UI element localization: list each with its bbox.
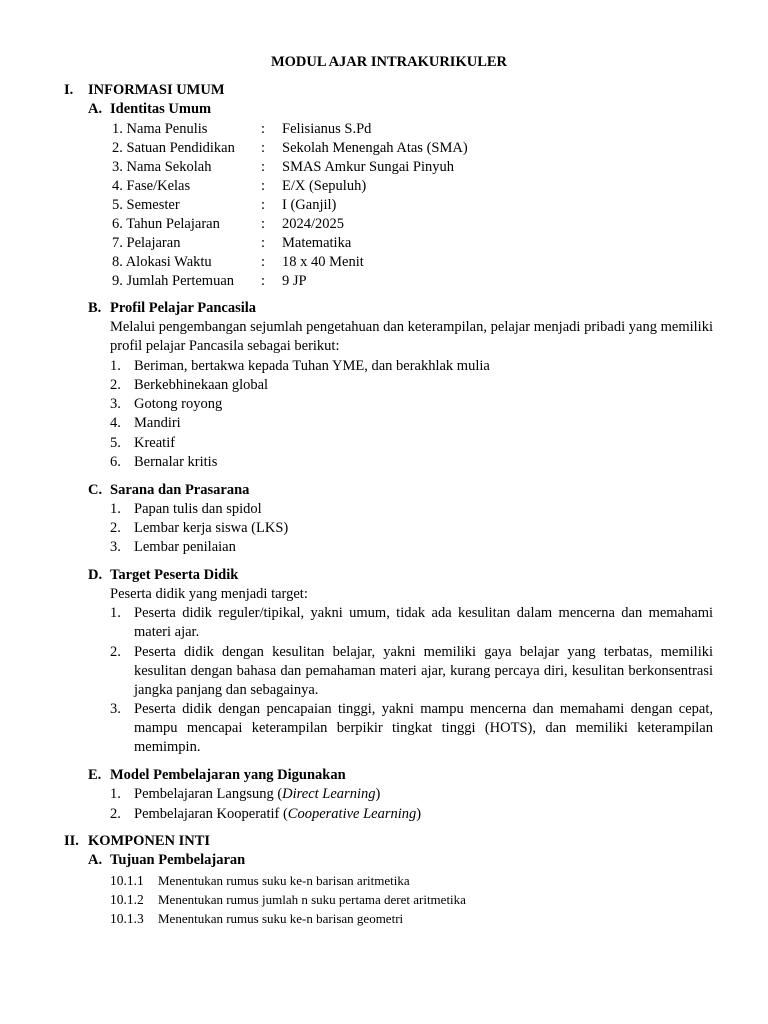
identity-label: 8. Alokasi Waktu bbox=[112, 254, 212, 270]
identity-value: 2024/2025 bbox=[282, 216, 345, 232]
target-intro: Peserta didik yang menjadi target: bbox=[110, 586, 308, 602]
list-number: 2. bbox=[110, 806, 121, 822]
list-number: 6. bbox=[110, 454, 121, 470]
list-number: 3. bbox=[110, 396, 121, 412]
list-item: Lembar penilaian bbox=[134, 539, 236, 555]
subsection-d-letter: D. bbox=[88, 567, 103, 583]
objective-text: Menentukan rumus suku ke-n barisan geometri bbox=[158, 911, 404, 926]
identity-value: 9 JP bbox=[282, 273, 307, 289]
list-number: 2. bbox=[110, 377, 121, 393]
subsection-2a-heading: Tujuan Pembelajaran bbox=[110, 852, 246, 868]
list-number: 1. bbox=[110, 358, 121, 374]
identity-value: Sekolah Menengah Atas (SMA) bbox=[282, 140, 468, 156]
list-number: 3. bbox=[110, 701, 121, 717]
subsection-a-letter: A. bbox=[88, 101, 103, 117]
identity-label: 7. Pelajaran bbox=[112, 235, 181, 251]
identity-value: I (Ganjil) bbox=[282, 197, 337, 213]
identity-label: 3. Nama Sekolah bbox=[112, 159, 212, 175]
list-item: Peserta didik dengan kesulitan belajar, yakni memiliki gaya belajar yang terbatas, memiliki kesulitan dengan bahasa dan pemahaman materi ajar, kurang percaya diri, kesulitan berkonsentrasi jangka panjang dan sebagainya. bbox=[134, 644, 713, 699]
identity-label: 6. Tahun Pelajaran bbox=[112, 216, 220, 232]
subsection-b-letter: B. bbox=[88, 300, 102, 316]
list-item: Bernalar kritis bbox=[134, 454, 218, 470]
identity-value: 18 x 40 Menit bbox=[282, 254, 364, 270]
list-number: 1. bbox=[110, 786, 121, 802]
list-number: 1. bbox=[110, 605, 121, 621]
item-text: ) bbox=[416, 806, 422, 822]
identity-colon: : bbox=[261, 235, 266, 251]
list-item: Papan tulis dan spidol bbox=[134, 501, 262, 517]
identity-value: Felisianus S.Pd bbox=[282, 121, 372, 137]
section-2-number: II. bbox=[64, 833, 79, 849]
subsection-e-letter: E. bbox=[88, 767, 102, 783]
section-2-heading: KOMPONEN INTI bbox=[88, 833, 211, 849]
identity-value: SMAS Amkur Sungai Pinyuh bbox=[282, 159, 455, 175]
list-item: Beriman, bertakwa kepada Tuhan YME, dan berakhlak mulia bbox=[134, 358, 490, 374]
subsection-d-heading: Target Peserta Didik bbox=[110, 567, 239, 583]
identity-colon: : bbox=[261, 159, 266, 175]
item-italic: Cooperative Learning bbox=[287, 806, 417, 822]
profile-intro: Melalui pengembangan sejumlah pengetahuan dan keterampilan, pelajar menjadi pribadi yang memiliki profil pelajar Pancasila sebagai berikut: bbox=[110, 319, 713, 355]
subsection-c-letter: C. bbox=[88, 482, 103, 498]
list-item bbox=[134, 805, 421, 824]
objective-code: 10.1.2 bbox=[110, 892, 144, 907]
section-1-number: I. bbox=[64, 82, 74, 98]
item-text: Pembelajaran Langsung ( bbox=[134, 786, 283, 802]
identity-colon: : bbox=[261, 254, 266, 270]
list-number: 1. bbox=[110, 501, 121, 517]
subsection-b-heading: Profil Pelajar Pancasila bbox=[110, 300, 257, 316]
objective-text: Menentukan rumus suku ke-n barisan aritmetika bbox=[158, 873, 410, 888]
list-item: Gotong royong bbox=[134, 396, 223, 412]
list-item: Kreatif bbox=[134, 435, 176, 451]
item-text: Pembelajaran Kooperatif ( bbox=[134, 806, 288, 822]
identity-label: 1. Nama Penulis bbox=[112, 121, 208, 137]
identity-value: Matematika bbox=[282, 235, 352, 251]
identity-colon: : bbox=[261, 197, 266, 213]
document-title: MODUL AJAR INTRAKURIKULER bbox=[270, 54, 508, 70]
objective-text: Menentukan rumus jumlah n suku pertama deret aritmetika bbox=[158, 892, 466, 907]
list-number: 5. bbox=[110, 435, 121, 451]
subsection-a-heading: Identitas Umum bbox=[110, 101, 212, 117]
subsection-2a-letter: A. bbox=[88, 852, 103, 868]
list-number: 2. bbox=[110, 520, 121, 536]
identity-colon: : bbox=[261, 140, 266, 156]
item-text: ) bbox=[375, 786, 381, 802]
list-item: Berkebhinekaan global bbox=[134, 377, 269, 393]
identity-value: E/X (Sepuluh) bbox=[282, 178, 367, 194]
identity-colon: : bbox=[261, 273, 266, 289]
identity-colon: : bbox=[261, 216, 266, 232]
item-italic: Direct Learning bbox=[282, 786, 376, 802]
section-1-heading: INFORMASI UMUM bbox=[88, 82, 225, 98]
list-item: Mandiri bbox=[134, 415, 181, 431]
identity-label: 4. Fase/Kelas bbox=[112, 178, 191, 194]
list-item bbox=[134, 785, 380, 804]
subsection-c-heading: Sarana dan Prasarana bbox=[110, 482, 250, 498]
identity-colon: : bbox=[261, 178, 266, 194]
objective-code: 10.1.1 bbox=[110, 873, 144, 888]
list-number: 4. bbox=[110, 415, 121, 431]
identity-label: 9. Jumlah Pertemuan bbox=[112, 273, 235, 289]
identity-label: 2. Satuan Pendidikan bbox=[112, 140, 235, 156]
subsection-e-heading: Model Pembelajaran yang Digunakan bbox=[110, 767, 346, 783]
list-item: Peserta didik reguler/tipikal, yakni umum, tidak ada kesulitan dalam mencerna dan memahami materi ajar. bbox=[134, 605, 713, 641]
list-item: Lembar kerja siswa (LKS) bbox=[134, 520, 289, 536]
list-number: 3. bbox=[110, 539, 121, 555]
list-number: 2. bbox=[110, 644, 121, 660]
identity-label: 5. Semester bbox=[112, 197, 180, 213]
list-item: Peserta didik dengan pencapaian tinggi, yakni mampu mencerna dan memahami dengan cepat, mampu mencapai keterampilan berpikir tingkat tinggi (HOTS), dan memiliki keterampilan memimpin. bbox=[134, 701, 713, 756]
identity-colon: : bbox=[261, 121, 266, 137]
objective-code: 10.1.3 bbox=[110, 911, 144, 926]
